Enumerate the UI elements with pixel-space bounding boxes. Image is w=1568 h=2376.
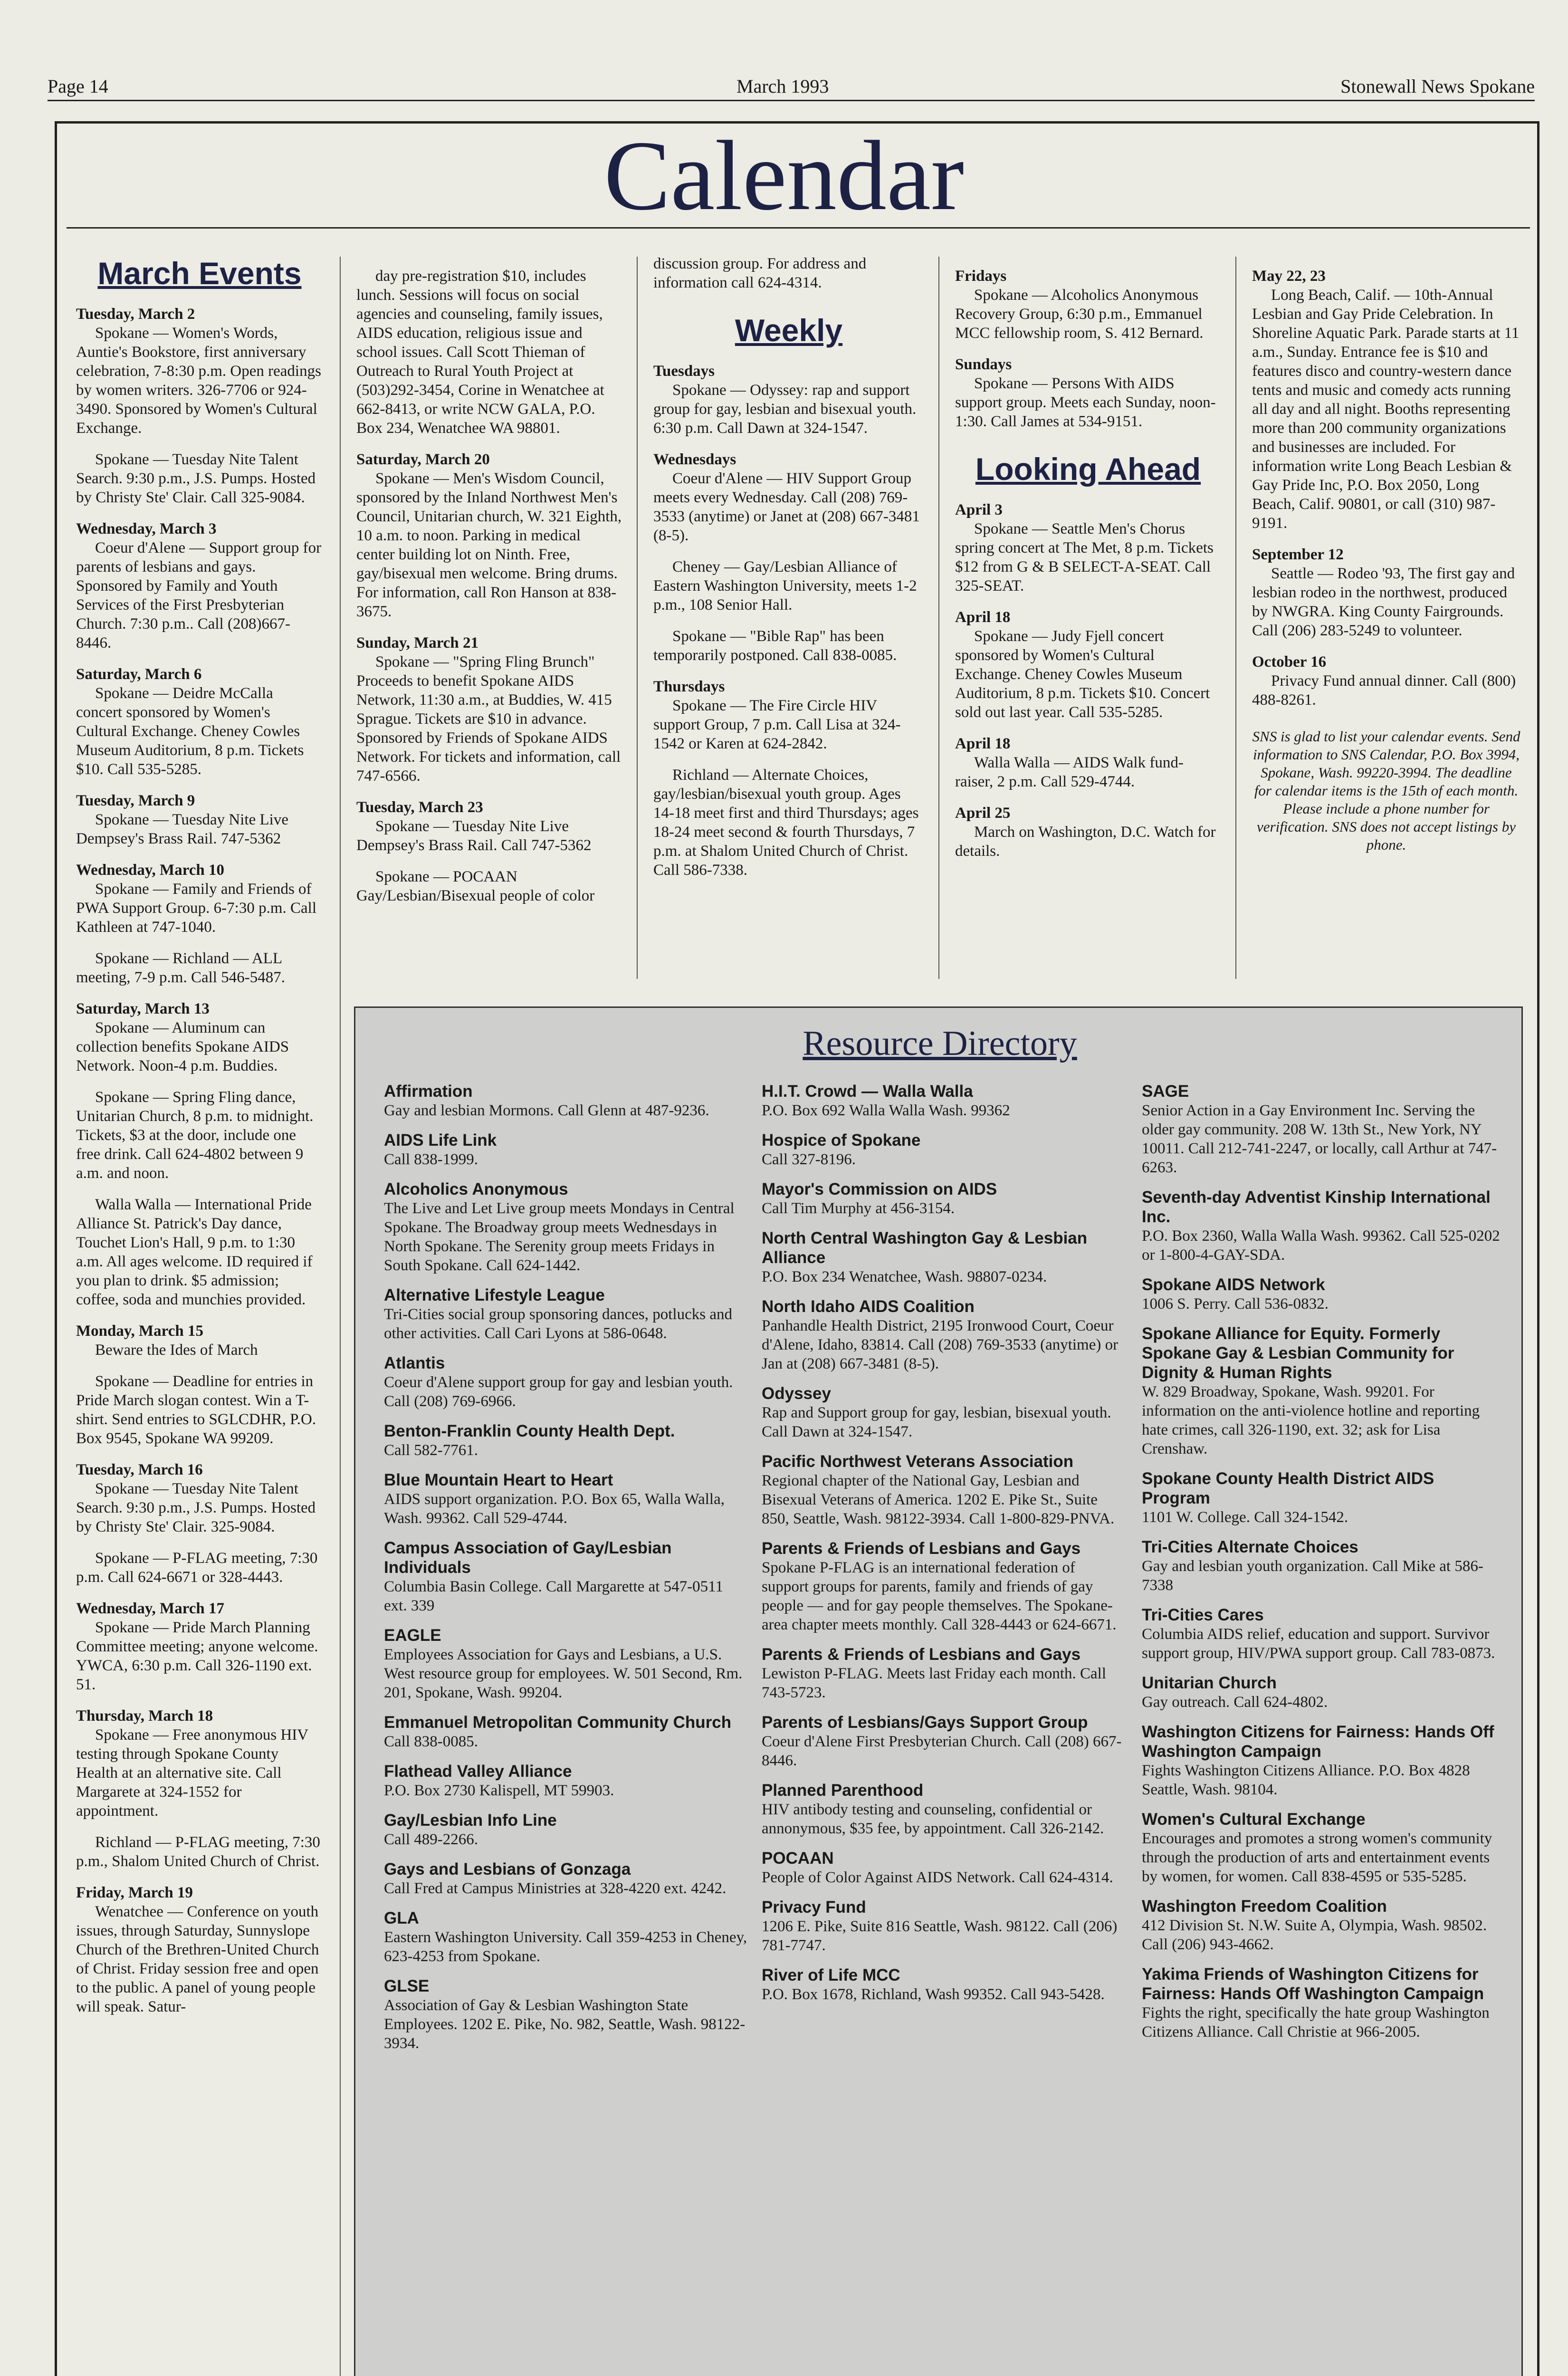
resource-name: Alternative Lifestyle League xyxy=(384,1286,605,1304)
event-item: Spokane — Tuesday Nite Live Dempsey's Brass Rail. Call 747-5362 xyxy=(356,818,592,854)
event-date: Tuesday, March 2 xyxy=(76,306,195,323)
calendar-column-2 xyxy=(356,254,622,910)
resource-description: P.O. Box 2360, Walla Walla Wash. 99362. Call 525-0202 or 1-800-4-GAY-SDA. xyxy=(1142,1227,1500,1264)
event-item: Spokane — Odyssey: rap and support group for gay, lesbian and bisexual youth. 6:30 p.m. Call Dawn at 324-1547. xyxy=(653,382,917,437)
resource-name: Spokane AIDS Network xyxy=(1142,1275,1325,1294)
event-item: Spokane — Women's Words, Auntie's Bookstore, first anniversary celebration, 7-8:30 p.m. Open readings by women writers. 326-7706 or 924-3490. Sponsored by Women's Cultural Exchange. xyxy=(76,325,321,437)
column-divider xyxy=(938,257,939,979)
resource-description: People of Color Against AIDS Network. Call 624-4314. xyxy=(762,1869,1113,1886)
resource-entry xyxy=(762,1539,1125,1634)
resource-name: Alcoholics Anonymous xyxy=(384,1180,568,1198)
column-divider xyxy=(1235,257,1236,979)
resource-description: Call 489-2266. xyxy=(384,1831,478,1848)
resource-entry xyxy=(384,1131,747,1169)
event-date: Sunday, March 21 xyxy=(356,634,479,651)
event-date: Saturday, March 20 xyxy=(356,451,490,468)
resource-entry xyxy=(762,1897,1125,1955)
resource-description: Coeur d'Alene support group for gay and lesbian youth. Call (208) 769-6966. xyxy=(384,1374,733,1410)
event-item: Spokane — Richland — ALL meeting, 7-9 p.m. Call 546-5487. xyxy=(76,950,285,986)
resource-entry xyxy=(762,1713,1125,1770)
resource-entry xyxy=(384,1713,747,1751)
resource-name: North Central Washington Gay & Lesbian Alliance xyxy=(762,1229,1088,1267)
continued-text: discussion group. For address and information call 624-4314. xyxy=(653,255,867,291)
resource-entry xyxy=(384,1538,747,1615)
resource-entry xyxy=(762,1849,1125,1887)
resource-entry xyxy=(384,1762,747,1800)
resource-description: Coeur d'Alene First Presbyterian Church. Call (208) 667-8446. xyxy=(762,1733,1122,1769)
resource-description: Regional chapter of the National Gay, Lesbian and Bisexual Veterans of America. 1202 E. Pike St., Suite 850, Seattle, Wash. 98122-3934. Call 1-800-829-PNVA. xyxy=(762,1472,1115,1527)
resource-name: Tri-Cities Alternate Choices xyxy=(1142,1538,1358,1556)
weekly-heading: Weekly xyxy=(735,313,843,348)
resource-description: 1206 E. Pike, Suite 816 Seattle, Wash. 98122. Call (206) 781-7747. xyxy=(762,1918,1118,1954)
resource-entry xyxy=(762,1781,1125,1838)
resource-description: Senior Action in a Gay Environment Inc. Serving the older gay community. 208 W. 13th St., New York, NY 10011. Call 212-741-2247, or locally, call Arthur at 747-6263. xyxy=(1142,1102,1497,1176)
resource-name: Unitarian Church xyxy=(1142,1674,1277,1692)
resource-name: Affirmation xyxy=(384,1082,473,1101)
resource-directory xyxy=(354,1006,1523,2376)
resource-description: P.O. Box 2730 Kalispell, MT 59903. xyxy=(384,1782,614,1799)
resource-entry xyxy=(384,1811,747,1849)
weekly-column xyxy=(653,254,924,884)
event-item: Richland — P-FLAG meeting, 7:30 p.m., Shalom United Church of Christ. xyxy=(76,1834,320,1870)
resource-entry xyxy=(1142,1275,1505,1313)
event-item: Privacy Fund annual dinner. Call (800) 488-8261. xyxy=(1252,672,1516,709)
resource-description: 412 Division St. N.W. Suite A, Olympia, Wash. 98502. Call (206) 943-4662. xyxy=(1142,1917,1487,1953)
resource-entry xyxy=(1142,1188,1505,1265)
calendar-column-5 xyxy=(1252,254,1520,854)
resource-entry xyxy=(762,1131,1125,1169)
looking-ahead-list xyxy=(955,500,1221,861)
resource-description: W. 829 Broadway, Spokane, Wash. 99201. For information on the anti-violence hotline and reporting hate crimes, call 326-1190, ext. 32; ask for Lisa Crenshaw. xyxy=(1142,1383,1480,1457)
resource-entry xyxy=(762,1384,1125,1441)
resource-description: P.O. Box 1678, Richland, Wash 99352. Call 943-5428. xyxy=(762,1986,1105,2003)
resource-entry xyxy=(1142,1673,1505,1712)
event-date: Thursday, March 18 xyxy=(76,1707,213,1725)
resource-name: Spokane Alliance for Equity. Formerly Spokane Gay & Lesbian Community for Dignity & Human Rights xyxy=(1142,1324,1454,1382)
resource-description: Columbia Basin College. Call Margarette at 547-0511 ext. 339 xyxy=(384,1578,723,1614)
resource-name: Privacy Fund xyxy=(762,1898,866,1916)
resource-entry xyxy=(1142,1810,1505,1886)
resource-entry xyxy=(1142,1082,1505,1177)
resource-column-1 xyxy=(384,1082,747,2063)
event-date: October 16 xyxy=(1252,653,1327,671)
column-divider xyxy=(637,257,638,979)
resource-name: Benton-Franklin County Health Dept. xyxy=(384,1422,675,1440)
resource-entry xyxy=(384,1421,747,1460)
event-item: Spokane — Judy Fjell concert sponsored by Women's Cultural Exchange. Cheney Cowles Museum Auditorium, 8 p.m. Tickets $10. Concert sold out last year. Call 535-5285. xyxy=(955,628,1210,721)
resource-name: River of Life MCC xyxy=(762,1966,900,1984)
resource-directory-title: Resource Directory xyxy=(803,1024,1077,1063)
resource-name: Emmanuel Metropolitan Community Church xyxy=(384,1713,732,1732)
event-item: Cheney — Gay/Lesbian Alliance of Eastern Washington University, meets 1-2 p.m., 108 Senior Hall. xyxy=(653,558,917,613)
resource-name: Yakima Friends of Washington Citizens for Fairness: Hands Off Washington Campaign xyxy=(1142,1965,1484,2003)
resource-name: POCAAN xyxy=(762,1849,834,1868)
resource-name: Blue Mountain Heart to Heart xyxy=(384,1471,613,1489)
resource-description: Rap and Support group for gay, lesbian, bisexual youth. Call Dawn at 324-1547. xyxy=(762,1404,1111,1440)
event-date: Monday, March 15 xyxy=(76,1322,203,1340)
resource-description: Eastern Washington University. Call 359-4253 in Cheney, 623-4253 from Spokane. xyxy=(384,1929,747,1965)
resource-column-2 xyxy=(762,1082,1125,2014)
march-events-list xyxy=(76,305,323,2016)
event-item: Wenatchee — Conference on youth issues, through Saturday, Sunnyslope Church of the Brethren-United Church of Christ. Friday session free and open to the public. A panel of young people will speak. Satur- xyxy=(76,1903,319,2015)
resource-entry xyxy=(762,1645,1125,1702)
resource-name: Seventh-day Adventist Kinship International Inc. xyxy=(1142,1188,1491,1226)
resource-description: The Live and Let Live group meets Mondays in Central Spokane. The Broadway group meets Wednesdays in North Spokane. The Serenity group meets Fridays in South Spokane. Call 624-1442. xyxy=(384,1200,735,1274)
resource-description: HIV antibody testing and counseling, confidential or annonymous, $35 fee, by appointment. Call 326-2142. xyxy=(762,1801,1104,1837)
resource-description: P.O. Box 234 Wenatchee, Wash. 98807-0234. xyxy=(762,1268,1047,1285)
resource-name: H.I.T. Crowd — Walla Walla xyxy=(762,1082,973,1101)
event-item: Spokane — Pride March Planning Committee meeting; anyone welcome. YWCA, 6:30 p.m. Call 326-1190 ext. 51. xyxy=(76,1619,318,1693)
event-date: Thursdays xyxy=(653,678,725,695)
publication-name: Stonewall News Spokane xyxy=(1340,76,1535,97)
resource-name: Campus Association of Gay/Lesbian Individuals xyxy=(384,1539,672,1577)
event-item: Coeur d'Alene — HIV Support Group meets every Wednesday. Call (208) 769-3533 (anytime) or Janet at (208) 667-3481 (8-5). xyxy=(653,470,920,544)
resource-entry xyxy=(384,1908,747,1966)
resource-description: Lewiston P-FLAG. Meets last Friday each month. Call 743-5723. xyxy=(762,1665,1106,1701)
resource-description: Employees Association for Gays and Lesbians, a U.S. West resource group for employees. W. 501 Second, Rm. 201, Spokane, Wash. 99204. xyxy=(384,1646,743,1701)
event-date: April 18 xyxy=(955,609,1011,626)
event-date: Tuesdays xyxy=(653,363,715,380)
resource-description: Gay and lesbian Mormons. Call Glenn at 487-9236. xyxy=(384,1102,709,1119)
event-date: Wednesday, March 3 xyxy=(76,520,217,537)
weekly-list-continued xyxy=(955,267,1221,431)
resource-description: Gay and lesbian youth organization. Call Mike at 586-7338 xyxy=(1142,1558,1483,1594)
resource-entry xyxy=(762,1082,1125,1120)
event-item: Spokane — Aluminum can collection benefits Spokane AIDS Network. Noon-4 p.m. Buddies. xyxy=(76,1019,289,1074)
resource-name: AIDS Life Link xyxy=(384,1131,497,1150)
event-item: Walla Walla — AIDS Walk fund-raiser, 2 p.m. Call 529-4744. xyxy=(955,754,1184,790)
resource-name: Parents of Lesbians/Gays Support Group xyxy=(762,1713,1088,1732)
submission-note: SNS is glad to list your calendar events. Send information to SNS Calendar, P.O. Box 3994, Spokane, Wash. 99220-3994. The deadline for calendar items is the 15th of each month. Please include a phone number for verification. SNS does not accept listings by phone. xyxy=(1252,728,1520,853)
resource-entry xyxy=(762,1179,1125,1218)
resource-name: Planned Parenthood xyxy=(762,1781,924,1800)
resource-entry xyxy=(762,1452,1125,1528)
resource-name: Women's Cultural Exchange xyxy=(1142,1810,1366,1829)
event-date: Saturday, March 6 xyxy=(76,666,202,683)
event-item: Walla Walla — International Pride Alliance St. Patrick's Day dance, Touchet Lion's Hall, 9 p.m. to 1:30 a.m. All ages welcome. ID required if you plan to drink. $5 admission; coffee, soda and munchies provided. xyxy=(76,1196,313,1308)
resource-name: North Idaho AIDS Coalition xyxy=(762,1297,975,1316)
event-date: Wednesday, March 17 xyxy=(76,1600,225,1617)
issue-date: March 1993 xyxy=(736,76,829,97)
resource-entry xyxy=(1142,1897,1505,1954)
resource-description: Spokane P-FLAG is an international federation of support groups for parents, family and friends of gay people — and for gay people themselves. The Spokane-area chapter meets monthly. Call 328-4443 or 624-6671. xyxy=(762,1559,1117,1633)
event-date: September 12 xyxy=(1252,546,1344,563)
resource-entry xyxy=(384,1082,747,1120)
resource-description: Fights Washington Citizens Alliance. P.O. Box 4828 Seattle, Wash. 98104. xyxy=(1142,1762,1470,1798)
resource-description: Call 327-8196. xyxy=(762,1151,856,1168)
page-number: Page 14 xyxy=(48,76,108,97)
event-item: Spokane — "Bible Rap" has been temporarily postponed. Call 838-0085. xyxy=(653,628,897,664)
resource-description: Association of Gay & Lesbian Washington State Employees. 1202 E. Pike, No. 982, Seattle, Wash. 98122-3934. xyxy=(384,1997,746,2052)
resource-name: Atlantis xyxy=(384,1354,445,1372)
resource-description: Fights the right, specifically the hate group Washington Citizens Alliance. Call Christie at 966-2005. xyxy=(1142,2004,1490,2041)
looking-ahead-heading: Looking Ahead xyxy=(975,451,1201,487)
resource-description: Call 582-7761. xyxy=(384,1442,478,1459)
masthead xyxy=(48,71,1535,101)
resource-entry xyxy=(384,1470,747,1528)
event-date: Saturday, March 13 xyxy=(76,1000,210,1017)
resource-description: Columbia AIDS relief, education and support. Survivor support group, HIV/PWA support group. Call 783-0873. xyxy=(1142,1626,1495,1662)
event-date: Fridays xyxy=(955,268,1007,285)
event-date: April 18 xyxy=(955,735,1011,752)
resource-description: Call Tim Murphy at 456-3154. xyxy=(762,1200,955,1217)
event-date: May 22, 23 xyxy=(1252,268,1326,285)
resource-description: Panhandle Health District, 2195 Ironwood Court, Coeur d'Alene, Idaho, 83814. Call (208) 769-3533 (anytime) or Jan at (208) 667-3481 (8-5). xyxy=(762,1317,1119,1372)
event-item: Spokane — "Spring Fling Brunch" Proceeds to benefit Spokane AIDS Network, 11:30 a.m., at Buddies, W. 415 Sprague. Tickets are $10 in advance. Sponsored by Friends of Spokane AIDS Network. For tickets and information, call 747-6566. xyxy=(356,653,621,785)
event-date: Tuesday, March 9 xyxy=(76,792,195,809)
resource-entry xyxy=(1142,1722,1505,1799)
march-events-column xyxy=(76,254,323,2021)
calendar-list-2 xyxy=(356,267,622,905)
resource-entry xyxy=(384,1976,747,2053)
event-item: Beware the Ides of March xyxy=(95,1341,258,1359)
event-item: Richland — Alternate Choices, gay/lesbian/bisexual youth group. Ages 14-18 meet first and third Thursdays; ages 18-24 meet second & fourth Thursdays, 7 p.m. at Shalom United Church of Christ. Call 586-7338. xyxy=(653,766,919,879)
event-item: Spokane — Family and Friends of PWA Support Group. 6-7:30 p.m. Call Kathleen at 747-1040. xyxy=(76,881,317,936)
resource-entry xyxy=(1142,1469,1505,1527)
resource-name: Tri-Cities Cares xyxy=(1142,1606,1264,1624)
event-date: Tuesday, March 16 xyxy=(76,1461,203,1478)
event-item: Spokane — Spring Fling dance, Unitarian Church, 8 p.m. to midnight. Tickets, $3 at the door, include one free drink. Call 624-4802 between 9 a.m. and noon. xyxy=(76,1089,314,1182)
event-item: Spokane — Seattle Men's Chorus spring concert at The Met, 8 p.m. Tickets $12 from G & B SELECT-A-SEAT. Call 325-SEAT. xyxy=(955,520,1214,594)
title-divider xyxy=(67,227,1530,229)
resource-column-3 xyxy=(1142,1082,1505,2052)
event-item: Spokane — POCAAN Gay/Lesbian/Bisexual people of color xyxy=(356,868,595,904)
resource-description: Call Fred at Campus Ministries at 328-4220 ext. 4242. xyxy=(384,1880,727,1897)
resource-name: Spokane County Health District AIDS Program xyxy=(1142,1469,1434,1507)
event-item: Spokane — The Fire Circle HIV support Group, 7 p.m. Call Lisa at 324-1542 or Karen at 624-2842. xyxy=(653,697,901,752)
resource-entry xyxy=(1142,1324,1505,1458)
resource-name: Parents & Friends of Lesbians and Gays xyxy=(762,1539,1081,1558)
resource-entry xyxy=(384,1179,747,1275)
resource-entry xyxy=(762,1228,1125,1286)
resource-name: Gay/Lesbian Info Line xyxy=(384,1811,557,1830)
event-item: Spokane — Free anonymous HIV testing through Spokane County Health at an alternative site. Call Margarete at 324-1552 for appointment. xyxy=(76,1726,308,1820)
resource-name: Gays and Lesbians of Gonzaga xyxy=(384,1860,631,1878)
resource-name: SAGE xyxy=(1142,1082,1189,1101)
event-date: April 3 xyxy=(955,501,1003,518)
event-date: Friday, March 19 xyxy=(76,1884,193,1901)
resource-entry xyxy=(384,1859,747,1898)
calendar-list-5 xyxy=(1252,267,1520,709)
event-item: Seattle — Rodeo '93, The first gay and lesbian rodeo in the northwest, produced by NWGRA. King County Fairgrounds. Call (206) 283-5249 to volunteer. xyxy=(1252,565,1515,639)
event-item: Spokane — Tuesday Nite Live Dempsey's Brass Rail. 747-5362 xyxy=(76,811,288,847)
resource-description: 1006 S. Perry. Call 536-0832. xyxy=(1142,1295,1329,1313)
resource-entry xyxy=(1142,1537,1505,1595)
event-item: Spokane — Men's Wisdom Council, sponsored by the Inland Northwest Men's Council, Unitarian church, W. 321 Eighth, 10 a.m. to noon. Parking in medical center building lot on Ninth. Free, gay/bisexual men welcome. Bring drums. For information, call Ron Hanson at 838-3675. xyxy=(356,470,622,620)
event-item: Spokane — Persons With AIDS support group. Meets each Sunday, noon-1:30. Call James at 534-9151. xyxy=(955,375,1216,430)
resource-description: Gay outreach. Call 624-4802. xyxy=(1142,1694,1328,1711)
resource-description: AIDS support organization. P.O. Box 65, Walla Walla, Wash. 99362. Call 529-4744. xyxy=(384,1491,725,1527)
resource-name: Parents & Friends of Lesbians and Gays xyxy=(762,1645,1081,1664)
resource-entry xyxy=(1142,1964,1505,2041)
event-item: Spokane — Tuesday Nite Talent Search. 9:30 p.m., J.S. Pumps. Hosted by Christy Ste' Clair. Call 325-9084. xyxy=(76,451,316,506)
resource-name: GLA xyxy=(384,1909,419,1927)
event-item: Long Beach, Calif. — 10th-Annual Lesbian and Gay Pride Celebration. In Shoreline Aquatic Park. Parade starts at 11 a.m., Sunday. Entrance fee is $10 and features disco and country-western dance tents and music and comedy acts running all day and all night. Booths representing more than 200 community organizations and businesses are included. For information write Long Beach Lesbian & Gay Pride Inc, P.O. Box 2050, Long Beach, Calif. 90801, or call (310) 987-9191. xyxy=(1252,287,1520,532)
resource-name: Mayor's Commission on AIDS xyxy=(762,1180,997,1198)
resource-description: Tri-Cities social group sponsoring dances, potlucks and other activities. Call Cari Lyons at 586-0648. xyxy=(384,1306,732,1342)
event-date: Wednesdays xyxy=(653,451,736,468)
resource-name: Washington Citizens for Fairness: Hands Off Washington Campaign xyxy=(1142,1723,1494,1761)
weekly-list xyxy=(653,362,924,880)
event-item: Coeur d'Alene — Support group for parents of lesbians and gays. Sponsored by Family and Youth Services of the First Presbyterian Church. 7:30 p.m.. Call (208)667-8446. xyxy=(76,539,322,651)
resource-name: Hospice of Spokane xyxy=(762,1131,921,1150)
event-date: April 25 xyxy=(955,805,1011,822)
event-date: Tuesday, March 23 xyxy=(356,799,483,816)
resource-description: Call 838-0085. xyxy=(384,1733,478,1750)
resource-description: 1101 W. College. Call 324-1542. xyxy=(1142,1509,1348,1526)
event-date: Wednesday, March 10 xyxy=(76,862,225,879)
resource-description: P.O. Box 692 Walla Walla Wash. 99362 xyxy=(762,1102,1010,1119)
event-item: March on Washington, D.C. Watch for details. xyxy=(955,824,1216,860)
event-date: Sundays xyxy=(955,356,1012,373)
resource-entry xyxy=(384,1353,747,1411)
resource-name: Pacific Northwest Veterans Association xyxy=(762,1452,1074,1471)
event-item: Spokane — Tuesday Nite Talent Search. 9:30 p.m., J.S. Pumps. Hosted by Christy Ste' Clair. 325-9084. xyxy=(76,1480,316,1535)
resource-entry xyxy=(762,1297,1125,1373)
event-item: Spokane — Alcoholics Anonymous Recovery Group, 6:30 p.m., Emmanuel MCC fellowship room, S. 412 Bernard. xyxy=(955,287,1204,342)
looking-ahead-column xyxy=(955,254,1221,865)
resource-entry xyxy=(1142,1605,1505,1663)
event-item: Spokane — Deadline for entries in Pride March slogan contest. Win a T-shirt. Send entries to SGLCDHR, P.O. Box 9545, Spokane WA 99209. xyxy=(76,1373,316,1447)
column-divider xyxy=(340,257,341,2376)
resource-name: Flathead Valley Alliance xyxy=(384,1762,572,1781)
event-item: Spokane — P-FLAG meeting, 7:30 p.m. Call 624-6671 or 328-4443. xyxy=(76,1550,318,1586)
resource-entry xyxy=(762,1965,1125,2004)
resource-entry xyxy=(384,1285,747,1343)
page-title: Calendar xyxy=(604,121,964,231)
march-events-heading: March Events xyxy=(97,256,302,291)
resource-name: EAGLE xyxy=(384,1626,441,1645)
resource-name: Washington Freedom Coalition xyxy=(1142,1897,1387,1916)
event-item: day pre-registration $10, includes lunch. Sessions will focus on social agencies and counseling, family issues, AIDS education, religious issue and school issues. Call Scott Thieman of Outreach to Rural Youth Project at (503)292-3454, Corine in Wenatchee at 662-8413, or write NCW GALA, P.O. Box 234, Wenatchee WA 98801. xyxy=(356,268,604,437)
event-item: Spokane — Deidre McCalla concert sponsored by Women's Cultural Exchange. Cheney Cowles Museum Auditorium, 8 p.m. Tickets $10. Call 535-5285. xyxy=(76,685,304,778)
resource-description: Call 838-1999. xyxy=(384,1151,478,1168)
resource-name: GLSE xyxy=(384,1977,430,1995)
resource-description: Encourages and promotes a strong women's community through the production of arts and entertainment events by women, for women. Call 838-4595 or 535-5285. xyxy=(1142,1830,1492,1885)
resource-entry xyxy=(384,1626,747,1702)
resource-name: Odyssey xyxy=(762,1384,831,1403)
